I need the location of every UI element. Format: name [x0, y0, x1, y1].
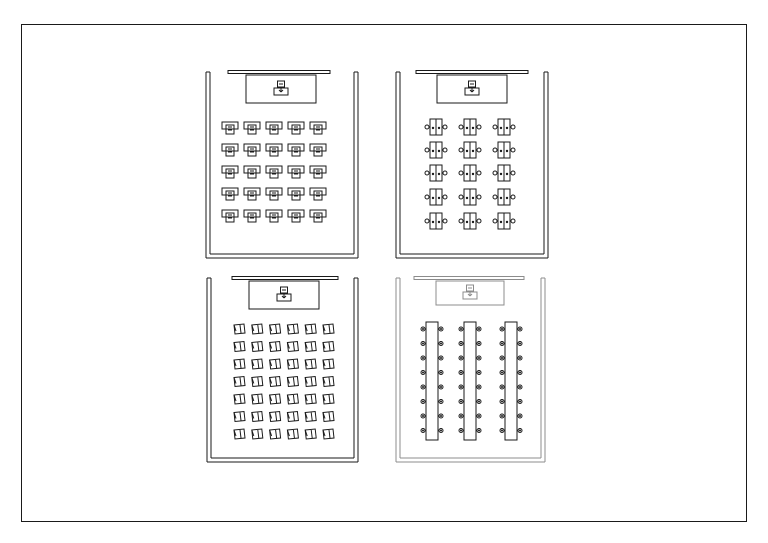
desk-unit — [222, 122, 238, 134]
tablet-arm-chair — [305, 412, 316, 422]
tablet-arm-chair — [305, 429, 316, 439]
chair — [459, 148, 463, 152]
desk-unit — [288, 144, 304, 156]
tablet-arm-chair — [252, 324, 263, 334]
chair — [425, 148, 429, 152]
tablet-arm-chair — [323, 324, 334, 334]
paired-desk-unit — [425, 189, 447, 205]
desk-unit — [244, 210, 260, 222]
drawing-frame — [22, 25, 747, 522]
long-table — [459, 322, 481, 440]
paired-desk-unit — [493, 142, 515, 158]
tablet-arm-chair — [270, 412, 281, 422]
tablet-arm-chair — [323, 359, 334, 369]
room-individual-desks — [206, 71, 358, 259]
desk-unit — [288, 166, 304, 178]
desk-unit — [222, 166, 238, 178]
tablet-arm-chair — [234, 342, 245, 352]
table-top — [464, 322, 476, 440]
lectern-icon — [274, 81, 288, 95]
long-table — [500, 322, 522, 440]
lectern-icon — [277, 287, 291, 301]
tablet-arm-chair — [252, 412, 263, 422]
tablet-arm-chair — [305, 342, 316, 352]
desk-unit — [266, 122, 282, 134]
desk-unit — [310, 122, 326, 134]
desk-unit — [244, 122, 260, 134]
chair — [493, 148, 497, 152]
desk-unit — [222, 188, 238, 200]
chair — [443, 125, 447, 129]
tablet-arm-chair — [252, 377, 263, 387]
tablet-arm-chair — [305, 377, 316, 387]
chair — [477, 171, 481, 175]
chair — [425, 125, 429, 129]
tablet-arm-chair — [287, 412, 298, 422]
tablet-arm-chair — [287, 394, 298, 404]
tablet-arm-chair — [323, 342, 334, 352]
desk-unit — [244, 188, 260, 200]
tablet-arm-chair — [287, 324, 298, 334]
chair — [425, 219, 429, 223]
paired-desk-unit — [425, 165, 447, 181]
tablet-arm-chair — [323, 412, 334, 422]
desk-unit — [266, 188, 282, 200]
tablet-arm-chair — [305, 394, 316, 404]
desk-unit — [310, 210, 326, 222]
paired-desk-unit — [425, 213, 447, 229]
chair — [511, 195, 515, 199]
lectern-icon — [465, 81, 479, 95]
tablet-arm-chair — [305, 359, 316, 369]
tablet-arm-chair — [252, 359, 263, 369]
chair — [493, 171, 497, 175]
tablet-arm-chair — [234, 324, 245, 334]
desk-unit — [244, 144, 260, 156]
tablet-arm-chair — [270, 324, 281, 334]
tablet-arm-chair — [287, 359, 298, 369]
paired-desk-unit — [493, 213, 515, 229]
table-top — [505, 322, 517, 440]
tablet-arm-chair — [234, 394, 245, 404]
desk-unit — [288, 188, 304, 200]
chair — [477, 219, 481, 223]
long-table — [421, 322, 443, 440]
chair — [493, 125, 497, 129]
tablet-arm-chair — [323, 429, 334, 439]
room-long-tables — [396, 277, 545, 463]
chair — [443, 219, 447, 223]
desk-unit — [222, 144, 238, 156]
desk-unit — [266, 144, 282, 156]
lectern-icon — [463, 285, 477, 299]
desk-unit — [222, 210, 238, 222]
tablet-arm-chair — [287, 429, 298, 439]
chair — [459, 219, 463, 223]
tablet-arm-chair — [270, 342, 281, 352]
tablet-arm-chair — [252, 429, 263, 439]
paired-desk-unit — [493, 165, 515, 181]
tablet-arm-chair — [270, 394, 281, 404]
paired-desk-unit — [493, 189, 515, 205]
desk-unit — [310, 144, 326, 156]
desk-unit — [310, 166, 326, 178]
paired-desk-unit — [459, 189, 481, 205]
chair — [493, 195, 497, 199]
paired-desk-unit — [459, 119, 481, 135]
desk-unit — [266, 210, 282, 222]
tablet-arm-chair — [270, 377, 281, 387]
chair — [477, 195, 481, 199]
chair — [425, 195, 429, 199]
desk-unit — [310, 188, 326, 200]
tablet-arm-chair — [234, 412, 245, 422]
tablet-arm-chair — [252, 394, 263, 404]
chair — [459, 171, 463, 175]
chair — [443, 171, 447, 175]
chair — [477, 125, 481, 129]
table-top — [426, 322, 438, 440]
room-tablet-arm-chairs — [207, 277, 358, 463]
tablet-arm-chair — [234, 429, 245, 439]
tablet-arm-chair — [323, 394, 334, 404]
tablet-arm-chair — [270, 429, 281, 439]
desk-unit — [244, 166, 260, 178]
whiteboard — [414, 277, 524, 280]
chair — [493, 219, 497, 223]
whiteboard — [416, 71, 528, 74]
paired-desk-unit — [459, 213, 481, 229]
chair — [459, 195, 463, 199]
chair — [511, 171, 515, 175]
whiteboard — [228, 71, 330, 74]
chair — [425, 171, 429, 175]
tablet-arm-chair — [270, 359, 281, 369]
tablet-arm-chair — [234, 377, 245, 387]
paired-desk-unit — [425, 119, 447, 135]
paired-desk-unit — [425, 142, 447, 158]
tablet-arm-chair — [252, 342, 263, 352]
chair — [511, 148, 515, 152]
chair — [511, 125, 515, 129]
whiteboard — [232, 277, 338, 280]
tablet-arm-chair — [323, 377, 334, 387]
chair — [443, 148, 447, 152]
chair — [511, 219, 515, 223]
paired-desk-unit — [493, 119, 515, 135]
tablet-arm-chair — [287, 342, 298, 352]
tablet-arm-chair — [287, 377, 298, 387]
desk-unit — [266, 166, 282, 178]
paired-desk-unit — [459, 165, 481, 181]
tablet-arm-chair — [305, 324, 316, 334]
desk-unit — [288, 210, 304, 222]
chair — [459, 125, 463, 129]
chair — [477, 148, 481, 152]
desk-unit — [288, 122, 304, 134]
chair — [443, 195, 447, 199]
tablet-arm-chair — [234, 359, 245, 369]
paired-desk-unit — [459, 142, 481, 158]
room-paired-desks — [396, 71, 548, 259]
